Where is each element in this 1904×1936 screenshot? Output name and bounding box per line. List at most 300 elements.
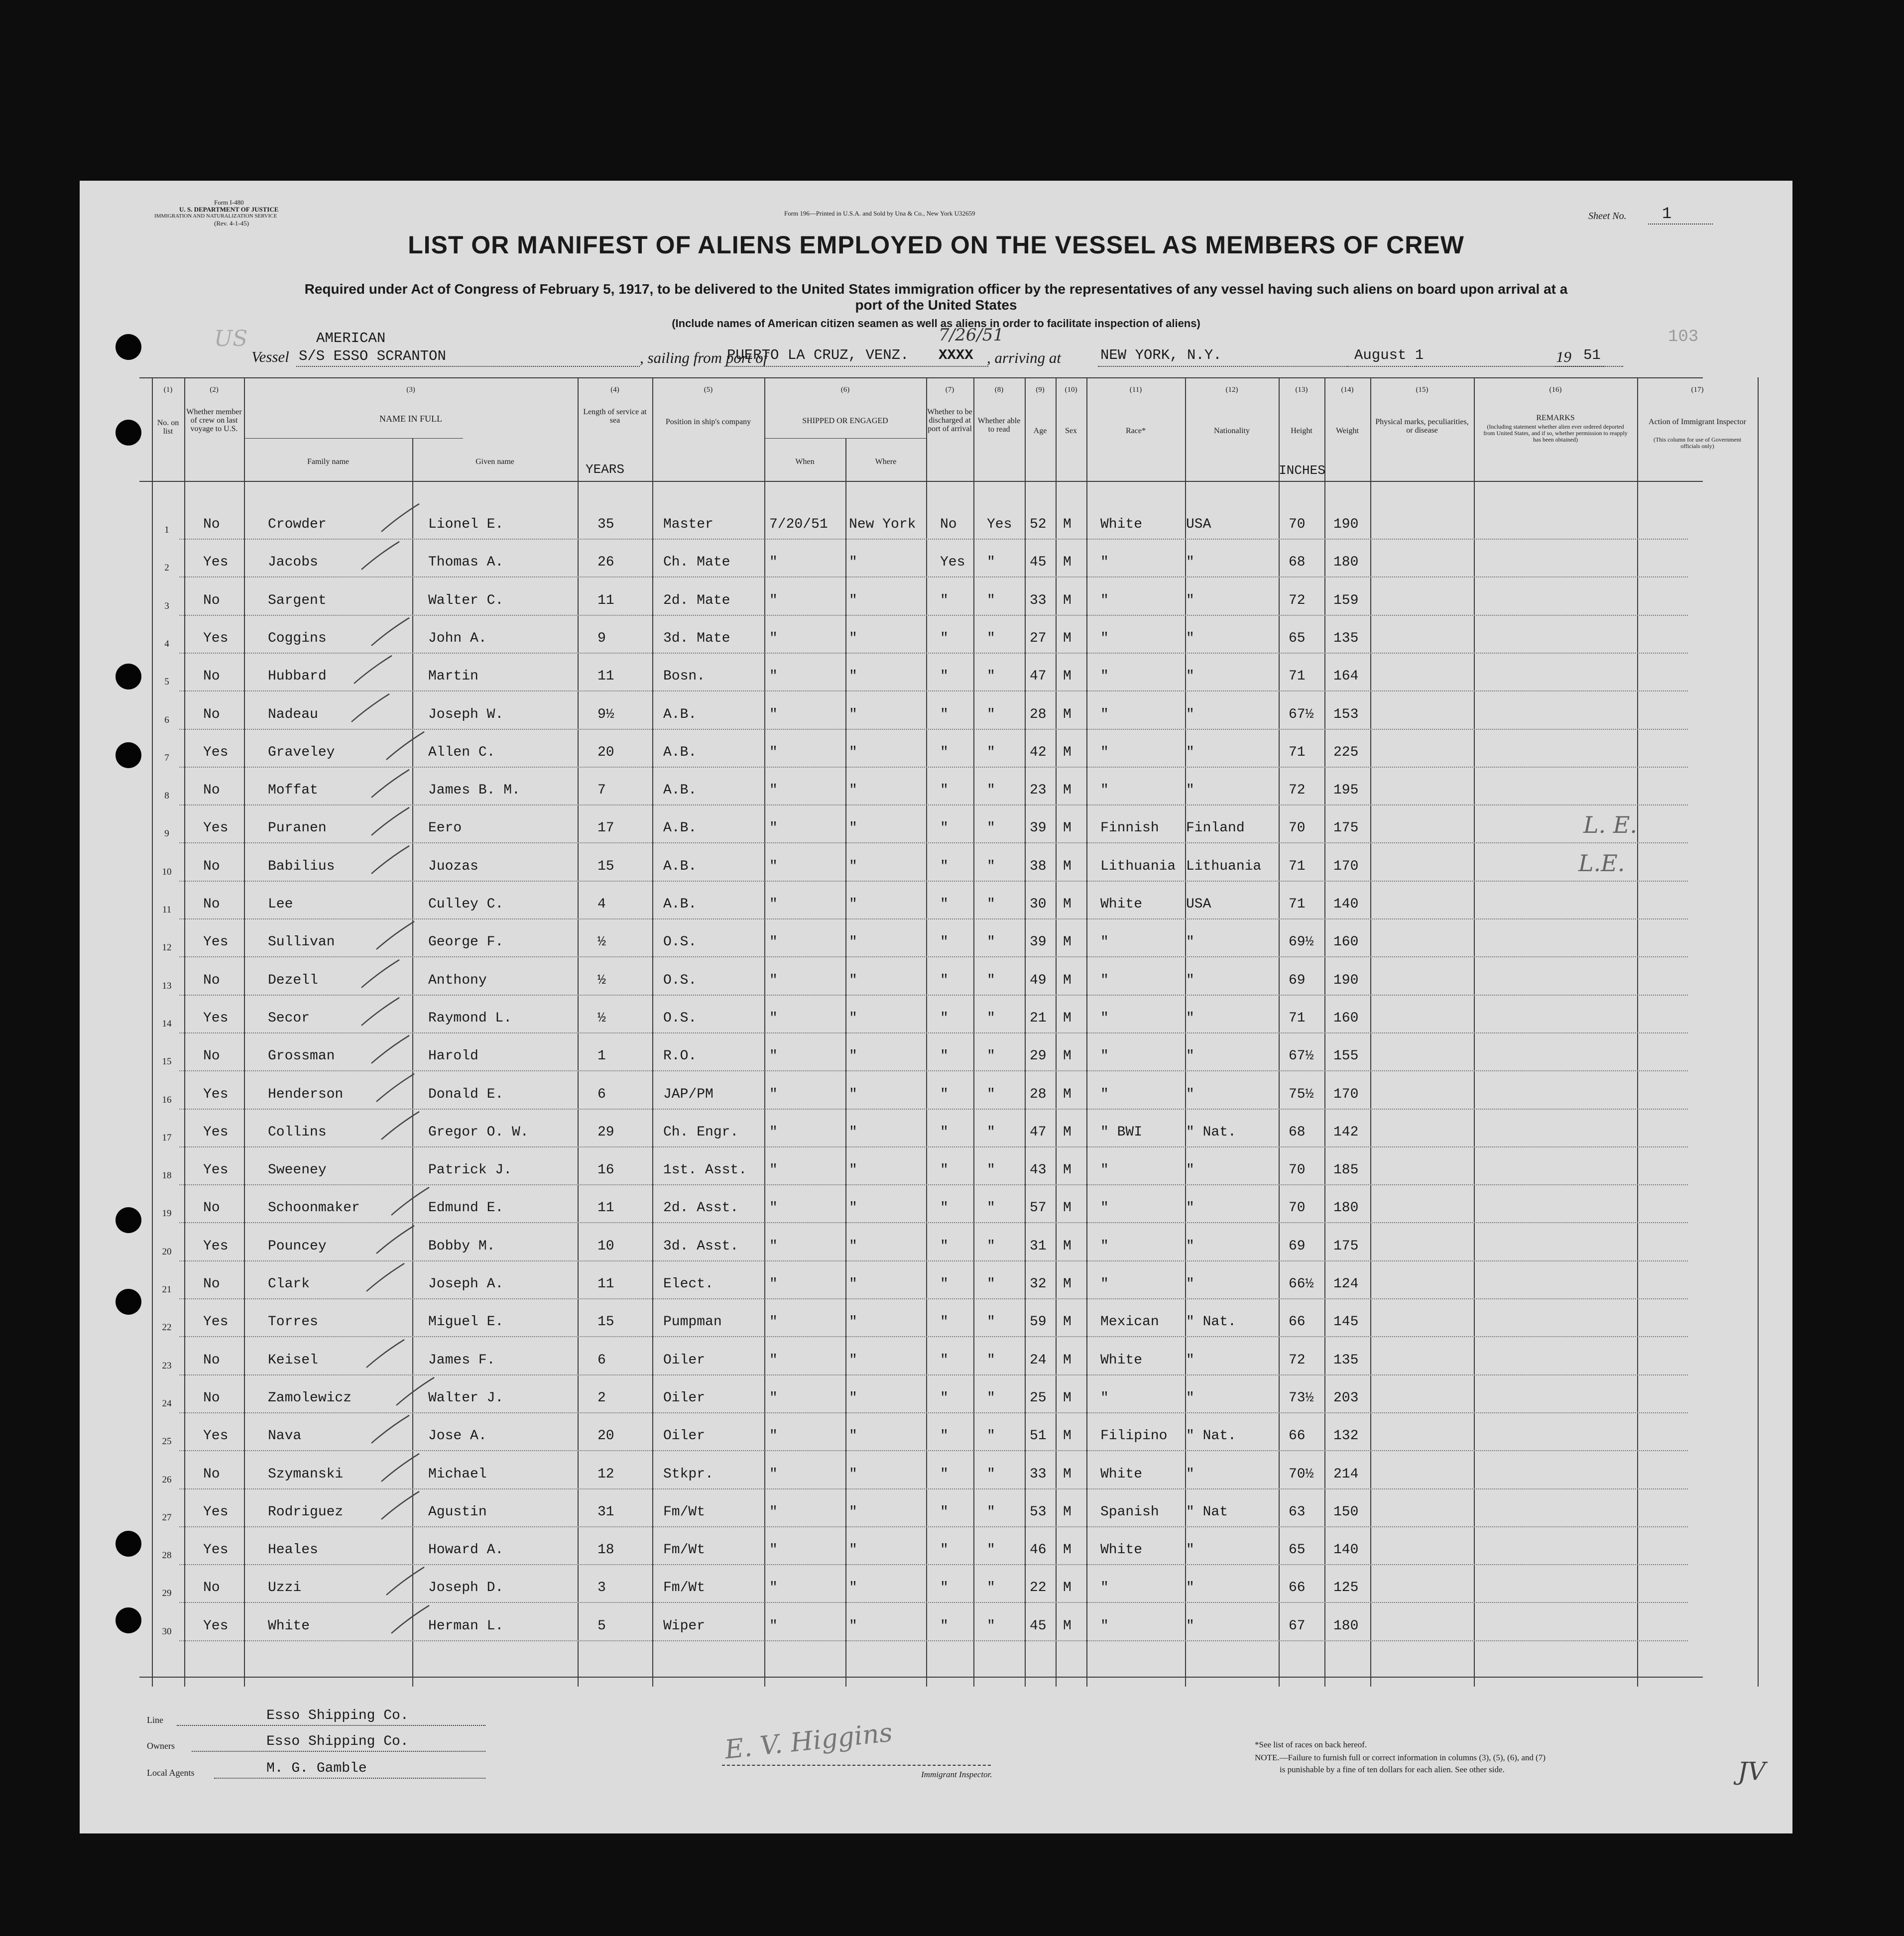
- cell-when: ": [769, 1162, 778, 1178]
- cell-read: Yes: [987, 517, 1012, 532]
- cell-sex: M: [1063, 1276, 1071, 1292]
- cell-height: 65: [1289, 630, 1306, 646]
- cell-sex: M: [1063, 1200, 1071, 1216]
- cell-weight: 190: [1333, 972, 1359, 988]
- cell-sex: M: [1063, 820, 1071, 836]
- cell-read: ": [987, 1124, 995, 1140]
- row-number: 10: [162, 866, 172, 877]
- row-number: 16: [162, 1094, 172, 1105]
- cell-given-name: James F.: [428, 1352, 495, 1368]
- cell-position: A.B.: [663, 744, 697, 760]
- cell-discharged: ": [940, 1086, 949, 1102]
- cell-read: ": [987, 897, 995, 912]
- cell-read: ": [987, 706, 995, 722]
- cell-age: 32: [1030, 1276, 1047, 1292]
- cell-age: 31: [1030, 1238, 1047, 1254]
- cell-nationality: ": [1186, 1618, 1194, 1634]
- cell-position: Ch. Engr.: [663, 1124, 739, 1140]
- sheet-number-line: [1648, 224, 1713, 225]
- cell-discharged: ": [940, 1314, 949, 1330]
- arrival-date: August 1: [1354, 347, 1424, 363]
- cell-sex: M: [1063, 1048, 1071, 1064]
- col-border: [1758, 377, 1759, 1687]
- row-rule: [179, 1146, 1688, 1147]
- cell-years: 17: [597, 820, 614, 836]
- cell-weight: 142: [1333, 1124, 1359, 1140]
- cell-discharged: ": [940, 1580, 949, 1596]
- cell-when: 7/20/51: [769, 517, 828, 532]
- agents-value: M. G. Gamble: [266, 1761, 367, 1776]
- port-from-struck: XXXX: [939, 347, 973, 363]
- colnum-11: (11): [1129, 386, 1142, 394]
- cell-sex: M: [1063, 1086, 1071, 1102]
- cell-discharged: ": [940, 897, 949, 912]
- cell-given-name: Patrick J.: [428, 1162, 512, 1178]
- cell-weight: 150: [1333, 1504, 1359, 1520]
- cell-where: ": [849, 1048, 857, 1064]
- cell-given-name: Howard A.: [428, 1542, 504, 1558]
- row-number: 6: [164, 714, 169, 725]
- col-header-name: NAME IN FULL: [379, 414, 442, 424]
- cell-sex: M: [1063, 1238, 1071, 1254]
- cell-height: 72: [1289, 1352, 1306, 1368]
- checkmark-icon: [368, 1033, 413, 1068]
- cell-where: ": [849, 706, 857, 722]
- cell-race: ": [1100, 1390, 1109, 1406]
- cell-read: ": [987, 1428, 995, 1444]
- cell-race: White: [1100, 1352, 1143, 1368]
- cell-position: A.B.: [663, 783, 697, 798]
- cell-nationality: ": [1186, 555, 1194, 570]
- cell-weight: 175: [1333, 1238, 1359, 1254]
- cell-sex: M: [1063, 1618, 1071, 1634]
- cell-discharged: ": [940, 1162, 949, 1178]
- cell-height: 71: [1289, 1010, 1306, 1026]
- cell-age: 47: [1030, 1124, 1047, 1140]
- cell-years: ½: [597, 934, 606, 950]
- row-rule: [179, 1526, 1688, 1527]
- cell-years: 12: [597, 1466, 614, 1482]
- cell-given-name: Lionel E.: [428, 517, 504, 532]
- cell-family-name: Grossman: [268, 1048, 335, 1064]
- cell-sex: M: [1063, 1162, 1071, 1178]
- cell-last-voyage: Yes: [203, 934, 229, 950]
- us-mark: US: [214, 326, 248, 351]
- cell-age: 29: [1030, 1048, 1047, 1064]
- cell-family-name: Uzzi: [268, 1580, 302, 1596]
- cell-nationality: ": [1186, 934, 1194, 950]
- row-number: 3: [164, 600, 169, 611]
- cell-when: ": [769, 1124, 778, 1140]
- cell-height: 63: [1289, 1504, 1306, 1520]
- cell-discharged: No: [940, 517, 957, 532]
- cell-height: 71: [1289, 897, 1306, 912]
- cell-discharged: ": [940, 820, 949, 836]
- cell-position: 3d. Asst.: [663, 1238, 739, 1254]
- cell-when: ": [769, 1390, 778, 1406]
- cell-sex: M: [1063, 1352, 1071, 1368]
- cell-position: Master: [663, 517, 714, 532]
- cell-years: 11: [597, 1276, 614, 1292]
- row-rule: [179, 881, 1688, 882]
- cell-position: Elect.: [663, 1276, 714, 1292]
- cell-discharged: ": [940, 1618, 949, 1634]
- cell-weight: 164: [1333, 669, 1359, 684]
- inspector-label: Immigrant Inspector.: [921, 1770, 992, 1779]
- cell-family-name: Moffat: [268, 783, 318, 798]
- cell-last-voyage: Yes: [203, 1010, 229, 1026]
- cell-last-voyage: No: [203, 517, 220, 532]
- cell-weight: 195: [1333, 783, 1359, 798]
- cell-height: 67½: [1289, 706, 1314, 722]
- port-from: PUERTO LA CRUZ, VENZ.: [727, 347, 909, 363]
- cell-where: ": [849, 820, 857, 836]
- col-header-age: Age: [1033, 427, 1047, 435]
- cell-age: 46: [1030, 1542, 1047, 1558]
- cell-weight: 180: [1333, 1200, 1359, 1216]
- cell-nationality: ": [1186, 1162, 1194, 1178]
- cell-when: ": [769, 1618, 778, 1634]
- inspector-signature: E. V. Higgins: [723, 1717, 894, 1765]
- row-number: 18: [162, 1170, 172, 1181]
- cell-read: ": [987, 1390, 995, 1406]
- checkmark-icon: [351, 654, 396, 688]
- checkmark-icon: [358, 958, 403, 993]
- cell-weight: 135: [1333, 1352, 1359, 1368]
- cell-nationality: ": [1186, 1086, 1194, 1102]
- cell-height: 70: [1289, 1200, 1306, 1216]
- cell-nationality: ": [1186, 1542, 1194, 1558]
- cell-discharged: ": [940, 669, 949, 684]
- row-number: 28: [162, 1550, 172, 1561]
- cell-last-voyage: No: [203, 858, 220, 874]
- row-rule: [179, 995, 1688, 996]
- cell-years: ½: [597, 1010, 606, 1026]
- cell-when: ": [769, 1352, 778, 1368]
- cell-nationality: " Nat.: [1186, 1314, 1236, 1330]
- cell-years: 2: [597, 1390, 606, 1406]
- cell-height: 70: [1289, 517, 1306, 532]
- cell-family-name: Secor: [268, 1010, 310, 1026]
- cell-family-name: Hubbard: [268, 669, 327, 684]
- cell-sex: M: [1063, 744, 1071, 760]
- cell-where: ": [849, 1542, 857, 1558]
- cell-given-name: James B. M.: [428, 783, 520, 798]
- cell-years: 15: [597, 858, 614, 874]
- cell-read: ": [987, 820, 995, 836]
- row-number: 22: [162, 1322, 172, 1333]
- cell-nationality: ": [1186, 1238, 1194, 1254]
- form-number: Form I-480: [214, 199, 244, 206]
- header-bottom-border: [139, 481, 1703, 482]
- row-number: 13: [162, 980, 172, 991]
- cell-sex: M: [1063, 592, 1071, 608]
- cell-read: ": [987, 1466, 995, 1482]
- cell-weight: 175: [1333, 820, 1359, 836]
- punch-hole: [116, 1207, 141, 1233]
- cell-race: " BWI: [1100, 1124, 1143, 1140]
- cell-given-name: Edmund E.: [428, 1200, 504, 1216]
- colnum-14: (14): [1341, 386, 1354, 394]
- cell-height: 67½: [1289, 1048, 1314, 1064]
- cell-given-name: Joseph A.: [428, 1276, 504, 1292]
- cell-race: ": [1100, 1238, 1109, 1254]
- cell-height: 68: [1289, 1124, 1306, 1140]
- cell-race: ": [1100, 1086, 1109, 1102]
- cell-discharged: ": [940, 934, 949, 950]
- col-header-years: YEARS: [585, 462, 624, 477]
- cell-when: ": [769, 1504, 778, 1520]
- owners-underline: [192, 1751, 485, 1752]
- cell-years: 9: [597, 630, 606, 646]
- cell-position: O.S.: [663, 1010, 697, 1026]
- cell-height: 71: [1289, 858, 1306, 874]
- cell-sex: M: [1063, 1580, 1071, 1596]
- vessel-name: S/S ESSO SCRANTON: [299, 348, 446, 364]
- cell-discharged: ": [940, 858, 949, 874]
- cell-where: ": [849, 592, 857, 608]
- cell-position: Fm/Wt: [663, 1580, 706, 1596]
- cell-given-name: Joseph D.: [428, 1580, 504, 1596]
- cell-when: ": [769, 1238, 778, 1254]
- checkmark-icon: [363, 1261, 408, 1296]
- page-title: LIST OR MANIFEST OF ALIENS EMPLOYED ON THE VESSEL AS MEMBERS OF CREW: [408, 231, 1464, 259]
- row-number: 1: [164, 525, 169, 535]
- cell-when: ": [769, 1276, 778, 1292]
- cell-discharged: ": [940, 1238, 949, 1254]
- cell-last-voyage: Yes: [203, 1618, 229, 1634]
- penalty-note-2: is punishable by a fine of ten dollars for each alien. See other side.: [1280, 1765, 1505, 1774]
- colnum-6: (6): [840, 386, 850, 394]
- cell-discharged: ": [940, 1200, 949, 1216]
- cell-weight: 159: [1333, 592, 1359, 608]
- col-border: [845, 438, 846, 1687]
- cell-discharged: ": [940, 1390, 949, 1406]
- cell-family-name: Schoonmaker: [268, 1200, 360, 1216]
- cell-race: Filipino: [1100, 1428, 1168, 1444]
- cell-read: ": [987, 1542, 995, 1558]
- cell-age: 45: [1030, 555, 1047, 570]
- cell-discharged: ": [940, 1504, 949, 1520]
- row-number: 17: [162, 1132, 172, 1143]
- cell-race: ": [1100, 1048, 1109, 1064]
- cell-age: 52: [1030, 517, 1047, 532]
- cell-years: 11: [597, 1200, 614, 1216]
- checkmark-icon: [378, 502, 423, 537]
- cell-discharged: ": [940, 1010, 949, 1026]
- col-header-position: Position in ship's company: [665, 418, 751, 426]
- cell-age: 47: [1030, 669, 1047, 684]
- cell-age: 43: [1030, 1162, 1047, 1178]
- cell-race: ": [1100, 630, 1109, 646]
- cell-sex: M: [1063, 630, 1071, 646]
- cell-position: 1st. Asst.: [663, 1162, 747, 1178]
- cell-height: 68: [1289, 555, 1306, 570]
- cell-race: ": [1100, 1276, 1109, 1292]
- cell-read: ": [987, 1010, 995, 1026]
- cell-read: ": [987, 1048, 995, 1064]
- cell-when: ": [769, 972, 778, 988]
- cell-position: 2d. Mate: [663, 592, 730, 608]
- cell-given-name: Joseph W.: [428, 706, 504, 722]
- cell-sex: M: [1063, 897, 1071, 912]
- cell-where: ": [849, 1618, 857, 1634]
- cell-age: 39: [1030, 934, 1047, 950]
- cell-position: Oiler: [663, 1352, 706, 1368]
- cell-position: A.B.: [663, 858, 697, 874]
- cell-years: 29: [597, 1124, 614, 1140]
- cell-height: 67: [1289, 1618, 1306, 1634]
- checkmark-icon: [368, 768, 413, 802]
- cell-where: ": [849, 1352, 857, 1368]
- cell-position: JAP/PM: [663, 1086, 714, 1102]
- cell-read: ": [987, 592, 995, 608]
- cell-sex: M: [1063, 972, 1071, 988]
- cell-given-name: Juozas: [428, 858, 478, 874]
- cell-last-voyage: Yes: [203, 1314, 229, 1330]
- cell-where: ": [849, 1238, 857, 1254]
- cell-years: 20: [597, 744, 614, 760]
- cell-last-voyage: Yes: [203, 1542, 229, 1558]
- cell-last-voyage: Yes: [203, 630, 229, 646]
- col-header-no: No. on list: [157, 419, 179, 436]
- cell-height: 66: [1289, 1580, 1306, 1596]
- row-number: 5: [164, 677, 169, 687]
- cell-given-name: John A.: [428, 630, 487, 646]
- cell-given-name: Donald E.: [428, 1086, 504, 1102]
- cell-nationality: Lithuania: [1186, 858, 1262, 874]
- cell-age: 51: [1030, 1428, 1047, 1444]
- cell-years: 26: [597, 555, 614, 570]
- cell-sex: M: [1063, 1124, 1071, 1140]
- cell-nationality: USA: [1186, 517, 1211, 532]
- cell-age: 25: [1030, 1390, 1047, 1406]
- cell-nationality: ": [1186, 744, 1194, 760]
- row-number: 25: [162, 1436, 172, 1447]
- cell-where: ": [849, 1314, 857, 1330]
- checkmark-icon: [368, 616, 413, 651]
- row-rule: [179, 576, 1688, 577]
- cell-height: 69: [1289, 1238, 1306, 1254]
- cell-height: 69: [1289, 972, 1306, 988]
- cell-read: ": [987, 1200, 995, 1216]
- col-header-remarks: REMARKS: [1536, 414, 1575, 422]
- cell-last-voyage: Yes: [203, 1504, 229, 1520]
- cell-sex: M: [1063, 934, 1071, 950]
- colnum-5: (5): [704, 386, 713, 394]
- sheet-number: 1: [1662, 205, 1672, 223]
- cell-given-name: Harold: [428, 1048, 478, 1064]
- cell-height: 66: [1289, 1428, 1306, 1444]
- cell-when: ": [769, 1200, 778, 1216]
- colnum-8: (8): [994, 386, 1004, 394]
- cell-last-voyage: No: [203, 1580, 220, 1596]
- cell-remarks: L.E.: [1578, 849, 1625, 877]
- cell-years: 20: [597, 1428, 614, 1444]
- cell-nationality: Finland: [1186, 820, 1245, 836]
- cell-given-name: Martin: [428, 669, 478, 684]
- cell-read: ": [987, 858, 995, 874]
- cell-when: ": [769, 783, 778, 798]
- cell-discharged: ": [940, 592, 949, 608]
- col-header-remarks-sub: (Including statement whether alien ever ordered deported from United States, and if so, whether permission to reapply has been obtained): [1483, 423, 1628, 443]
- cell-age: 30: [1030, 897, 1047, 912]
- cell-weight: 225: [1333, 744, 1359, 760]
- cell-weight: 124: [1333, 1276, 1359, 1292]
- cell-sex: M: [1063, 858, 1071, 874]
- cell-position: A.B.: [663, 820, 697, 836]
- cell-nationality: ": [1186, 1200, 1194, 1216]
- sailing-label: , sailing from port of: [640, 349, 768, 366]
- cell-family-name: Nava: [268, 1428, 302, 1444]
- cell-weight: 140: [1333, 897, 1359, 912]
- cell-when: ": [769, 669, 778, 684]
- row-number: 30: [162, 1626, 172, 1637]
- cell-where: ": [849, 858, 857, 874]
- checkmark-icon: [378, 1452, 423, 1486]
- cell-family-name: Babilius: [268, 858, 335, 874]
- checkmark-icon: [383, 730, 428, 765]
- row-number: 27: [162, 1512, 172, 1523]
- row-rule: [179, 539, 1688, 540]
- cell-where: ": [849, 555, 857, 570]
- cell-height: 71: [1289, 669, 1306, 684]
- colnum-1: (1): [163, 386, 173, 394]
- table-bottom-border: [139, 1677, 1703, 1678]
- punch-hole: [116, 420, 141, 446]
- checkmark-icon: [378, 1110, 423, 1144]
- cell-height: 70: [1289, 820, 1306, 836]
- cell-nationality: " Nat.: [1186, 1428, 1236, 1444]
- cell-discharged: ": [940, 972, 949, 988]
- cell-weight: 203: [1333, 1390, 1359, 1406]
- cell-last-voyage: No: [203, 897, 220, 912]
- cell-sex: M: [1063, 783, 1071, 798]
- cell-nationality: ": [1186, 783, 1194, 798]
- cell-last-voyage: Yes: [203, 744, 229, 760]
- colnum-16: (16): [1549, 386, 1562, 394]
- cell-family-name: Torres: [268, 1314, 318, 1330]
- cell-when: ": [769, 1580, 778, 1596]
- row-number: 7: [164, 752, 169, 763]
- checkmark-icon: [363, 1338, 408, 1372]
- line-value: Esso Shipping Co.: [266, 1708, 409, 1723]
- checkmark-icon: [349, 692, 393, 727]
- colnum-12: (12): [1225, 386, 1238, 394]
- cell-family-name: Pouncey: [268, 1238, 327, 1254]
- cell-discharged: ": [940, 1048, 949, 1064]
- row-number: 20: [162, 1246, 172, 1257]
- cell-family-name: Sargent: [268, 592, 327, 608]
- cell-remarks: L. E.: [1583, 811, 1637, 839]
- cell-position: Bosn.: [663, 669, 706, 684]
- cell-discharged: Yes: [940, 555, 965, 570]
- cell-age: 21: [1030, 1010, 1047, 1026]
- cell-weight: 155: [1333, 1048, 1359, 1064]
- punch-hole: [116, 334, 141, 360]
- cell-nationality: USA: [1186, 897, 1211, 912]
- cell-position: Oiler: [663, 1428, 706, 1444]
- cell-nationality: ": [1186, 669, 1194, 684]
- cell-read: ": [987, 630, 995, 646]
- cell-weight: 153: [1333, 706, 1359, 722]
- col-header-where: Where: [875, 457, 897, 466]
- cell-family-name: Zamolewicz: [268, 1390, 352, 1406]
- cell-family-name: Crowder: [268, 517, 327, 532]
- cell-weight: 190: [1333, 517, 1359, 532]
- owners-value: Esso Shipping Co.: [266, 1734, 409, 1749]
- cell-where: ": [849, 1010, 857, 1026]
